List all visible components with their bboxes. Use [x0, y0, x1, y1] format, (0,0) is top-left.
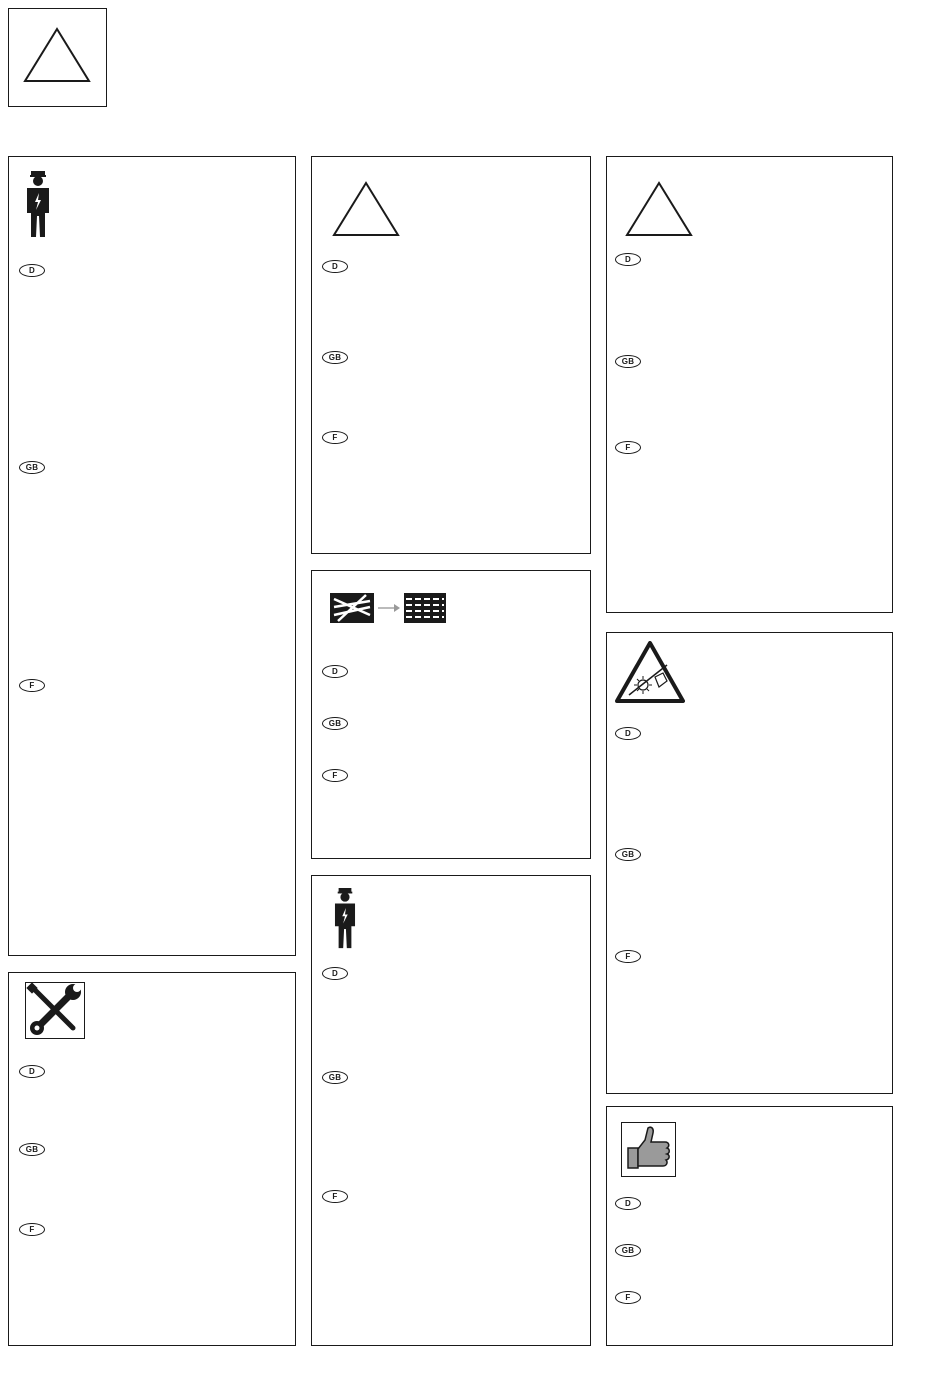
lang-badge-de: D	[615, 253, 641, 266]
lang-badge-gb: GB	[19, 461, 45, 474]
lang-badge-gb: GB	[615, 848, 641, 861]
approval-section	[606, 1106, 893, 1346]
lang-badge-de: D	[322, 665, 348, 678]
lang-badge-fr: F	[322, 431, 348, 444]
warning-triangle-icon	[23, 27, 91, 83]
lang-badge-de: D	[615, 1197, 641, 1210]
lang-badge-gb: GB	[322, 1071, 348, 1084]
lang-badge-fr: F	[322, 769, 348, 782]
warning-triangle-icon	[625, 181, 693, 237]
header-warning-box	[8, 8, 107, 107]
lang-badge-gb: GB	[615, 355, 641, 368]
lang-badge-de: D	[19, 264, 45, 277]
warning-section-1	[311, 156, 591, 554]
electrician-icon	[332, 888, 358, 950]
lang-badge-de: D	[19, 1065, 45, 1078]
electrician-section-2	[311, 875, 591, 1346]
cable-arrangement-icon	[330, 593, 448, 623]
electrician-icon	[25, 171, 51, 239]
lang-badge-gb: GB	[615, 1244, 641, 1257]
lang-badge-fr: F	[19, 1223, 45, 1236]
lang-badge-fr: F	[19, 679, 45, 692]
lang-badge-de: D	[615, 727, 641, 740]
electrician-section	[8, 156, 296, 956]
lang-badge-de: D	[322, 260, 348, 273]
cable-section	[311, 570, 591, 859]
lang-badge-fr: F	[615, 950, 641, 963]
lang-badge-fr: F	[322, 1190, 348, 1203]
lang-badge-fr: F	[615, 441, 641, 454]
thumbs-up-icon	[621, 1122, 676, 1177]
lang-badge-gb: GB	[19, 1143, 45, 1156]
lang-badge-gb: GB	[322, 351, 348, 364]
warning-triangle-icon	[332, 181, 400, 237]
wrench-screwdriver-icon	[25, 982, 85, 1039]
sunlight-warning-icon	[615, 641, 685, 703]
lang-badge-gb: GB	[322, 717, 348, 730]
tools-section	[8, 972, 296, 1346]
lang-badge-fr: F	[615, 1291, 641, 1304]
sunlight-section	[606, 632, 893, 1094]
warning-section-2	[606, 156, 893, 613]
lang-badge-de: D	[322, 967, 348, 980]
